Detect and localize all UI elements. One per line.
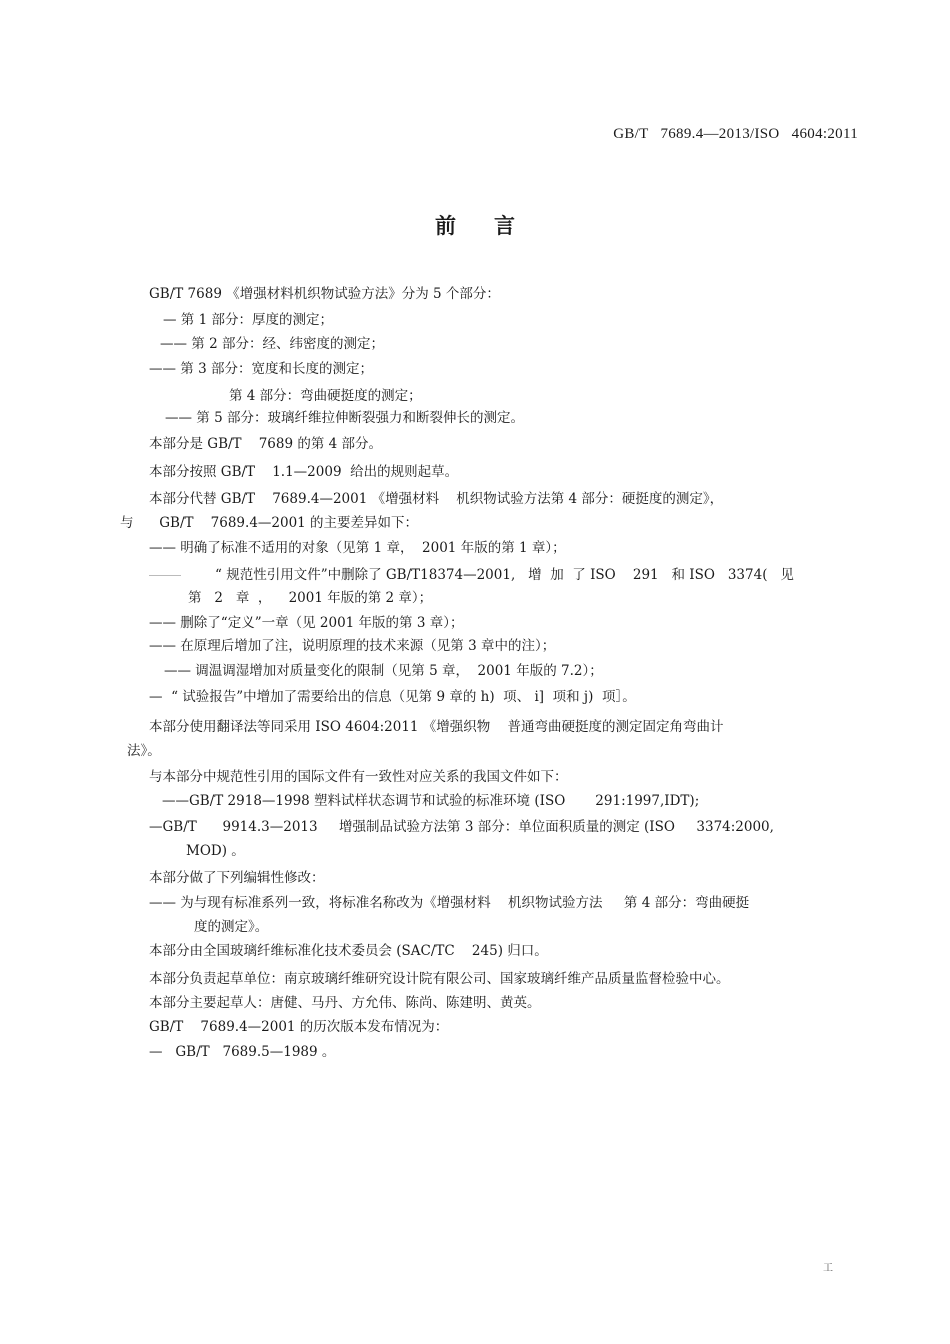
paragraph-line: 本部分主要起草人：唐健、马丹、方允伟、陈尚、陈建明、黄英。 xyxy=(149,995,541,1011)
paragraph-line: 与本部分中规范性引用的国际文件有一致性对应关系的我国文件如下： xyxy=(149,769,568,785)
list-item: — “ 试验报告”中增加了需要给出的信息（见第 9 章的 h) 项、 i] 项和 j) 项］。 xyxy=(149,689,636,705)
list-item: —— 第 5 部分：玻璃纤维拉伸断裂强力和断裂伸长的测定。 xyxy=(165,410,524,426)
paragraph-line: 与 GB/T 7689.4—2001 的主要差异如下： xyxy=(120,515,419,531)
list-item: —— 为与现有标准系列一致，将标准名称改为《增强材料 机织物试验方法 第 4 部分：弯曲硬挺 xyxy=(149,895,750,911)
list-item: 第 4 部分：弯曲硬挺度的测定； xyxy=(229,388,422,404)
paragraph-line: 本部分由全国玻璃纤维标准化技术委员会 (SAC/TC 245) 归口。 xyxy=(149,943,548,959)
paragraph-line: 本部分代替 GB/T 7689.4—2001 《增强材料 机织物试验方法第 4 部分：硬挺度的测定》， xyxy=(149,491,724,507)
list-item: — 第 1 部分：厚度的测定； xyxy=(163,312,333,328)
list-item: —— 第 2 部分：经、纬密度的测定； xyxy=(160,336,384,352)
paragraph-line: 本部分做了下列编辑性修改： xyxy=(149,870,325,886)
paragraph-line: 法》。 xyxy=(127,743,161,759)
list-item: —— 第 3 部分：宽度和长度的测定； xyxy=(149,361,373,377)
list-item: —— 删除了“定义”一章（见 2001 年版的第 3 章）； xyxy=(149,615,464,631)
standard-code-header: GB/T 7689.4—2013/ISO 4604:2011 xyxy=(613,126,858,142)
list-item: —— 明确了标准不适用的对象（见第 1 章， 2001 年版的第 1 章）； xyxy=(149,540,566,556)
list-item-continuation: MOD) 。 xyxy=(186,843,245,859)
list-item: —— 调温调湿增加对质量变化的限制（见第 5 章， 2001 年版的 7.2）； xyxy=(164,663,603,679)
list-item xyxy=(149,566,794,584)
list-item: ——GB/T 2918—1998 塑料试样状态调节和试验的标准环境 (ISO 291:1997,IDT); xyxy=(162,793,700,809)
paragraph-line: 本部分使用翻译法等同采用 ISO 4604:2011 《增强织物 普通弯曲硬挺度的测定固定角弯曲计 xyxy=(149,719,724,735)
dash-rule xyxy=(149,575,181,576)
list-item: —GB/T 9914.3—2013 增强制品试验方法第 3 部分：单位面积质量的测定 (ISO 3374:2000, xyxy=(149,819,774,835)
list-item: —— 在原理后增加了注，说明原理的技术来源（见第 3 章中的注）； xyxy=(149,638,556,654)
list-item-text: “ 规范性引用文件”中删除了 GB/T18374—2001, 增 加 了 ISO 291 和 ISO 3374( 见 xyxy=(215,567,794,583)
list-item-continuation: 度的测定》。 xyxy=(194,919,269,935)
list-item-continuation: 第 2 章 ， 2001 年版的第 2 章）； xyxy=(188,590,433,606)
paragraph-line: 本部分按照 GB/T 1.1—2009 给出的规则起草。 xyxy=(149,464,459,480)
list-item: — GB/T 7689.5—1989 。 xyxy=(149,1044,336,1060)
page-mark: 工 xyxy=(823,1263,833,1274)
paragraph-line: 本部分负责起草单位：南京玻璃纤维研究设计院有限公司、国家玻璃纤维产品质量监督检验中心。 xyxy=(149,971,730,987)
paragraph-line: 本部分是 GB/T 7689 的第 4 部分。 xyxy=(149,436,383,452)
paragraph-line: GB/T 7689 《增强材料机织物试验方法》分为 5 个部分： xyxy=(149,286,500,302)
page-title: 前言 xyxy=(435,213,553,238)
paragraph-line: GB/T 7689.4—2001 的历次版本发布情况为： xyxy=(149,1019,449,1035)
